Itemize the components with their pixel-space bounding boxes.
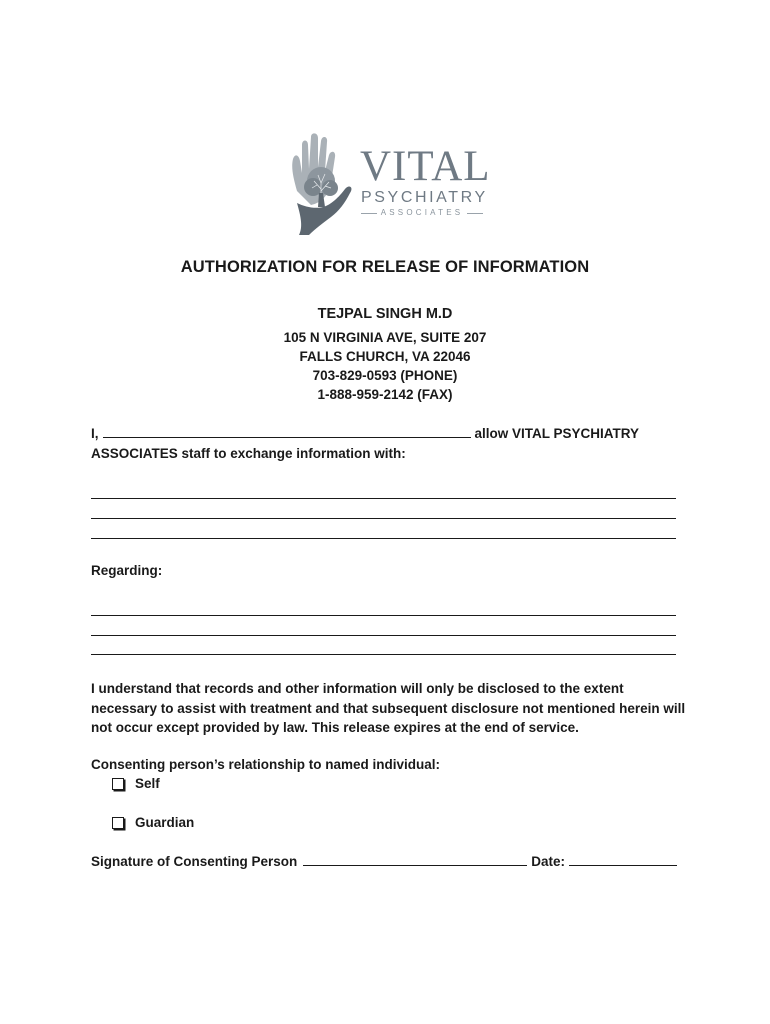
self-checkbox[interactable] [112, 778, 124, 790]
guardian-label: Guardian [135, 815, 195, 830]
relationship-label: Consenting person’s relationship to named individual: [91, 757, 441, 772]
relationship-option-guardian[interactable] [112, 815, 194, 830]
disclosure-statement: I understand that records and other information will only be disclosed to the extent necessary to assist with treatment and that subsequent disclosure not mentioned herein will not occur except provided by law. This release expires at the end of service. [91, 681, 686, 735]
authorization-prefix: I, [91, 426, 99, 441]
regarding-field-1[interactable] [91, 615, 676, 616]
relationship-option-self[interactable] [112, 776, 160, 791]
regarding-field-2[interactable] [91, 635, 676, 636]
provider-name: TEJPAL SINGH M.D [317, 306, 453, 322]
logo-associates-label: ASSOCIATES [380, 208, 464, 217]
hand-tree-logo-icon [287, 133, 359, 237]
self-label: Self [135, 776, 160, 791]
date-field[interactable] [569, 854, 677, 866]
logo-left-rule [361, 213, 377, 214]
provider-phone: 703-829-0593 (PHONE) [312, 368, 458, 383]
exchange-with-field-2[interactable] [91, 518, 676, 519]
signature-label: Signature of Consenting Person [91, 854, 298, 869]
provider-address-line1: 105 N VIRGINIA AVE, SUITE 207 [283, 330, 487, 345]
patient-name-field[interactable] [103, 426, 471, 438]
logo-associates-text [361, 209, 483, 217]
regarding-field-3[interactable] [91, 654, 676, 655]
authorization-line2: ASSOCIATES staff to exchange information with: [91, 446, 406, 461]
signature-line [91, 854, 677, 869]
logo-vital-text: VITAL [360, 143, 491, 190]
authorization-line [91, 426, 639, 441]
vital-psychiatry-logo [287, 133, 491, 237]
authorization-suffix: allow VITAL PSYCHIATRY [474, 426, 640, 441]
guardian-checkbox[interactable] [112, 817, 124, 829]
regarding-label: Regarding: [91, 563, 163, 578]
logo-psychiatry-text: PSYCHIATRY [361, 189, 488, 206]
date-label: Date: [531, 854, 566, 869]
provider-address-line2: FALLS CHURCH, VA 22046 [299, 349, 471, 364]
signature-field[interactable] [303, 854, 527, 866]
page-title: AUTHORIZATION FOR RELEASE OF INFORMATION [180, 258, 590, 276]
logo-right-rule [467, 213, 483, 214]
provider-fax: 1-888-959-2142 (FAX) [317, 387, 453, 402]
exchange-with-field-3[interactable] [91, 538, 676, 539]
exchange-with-field-1[interactable] [91, 498, 676, 499]
